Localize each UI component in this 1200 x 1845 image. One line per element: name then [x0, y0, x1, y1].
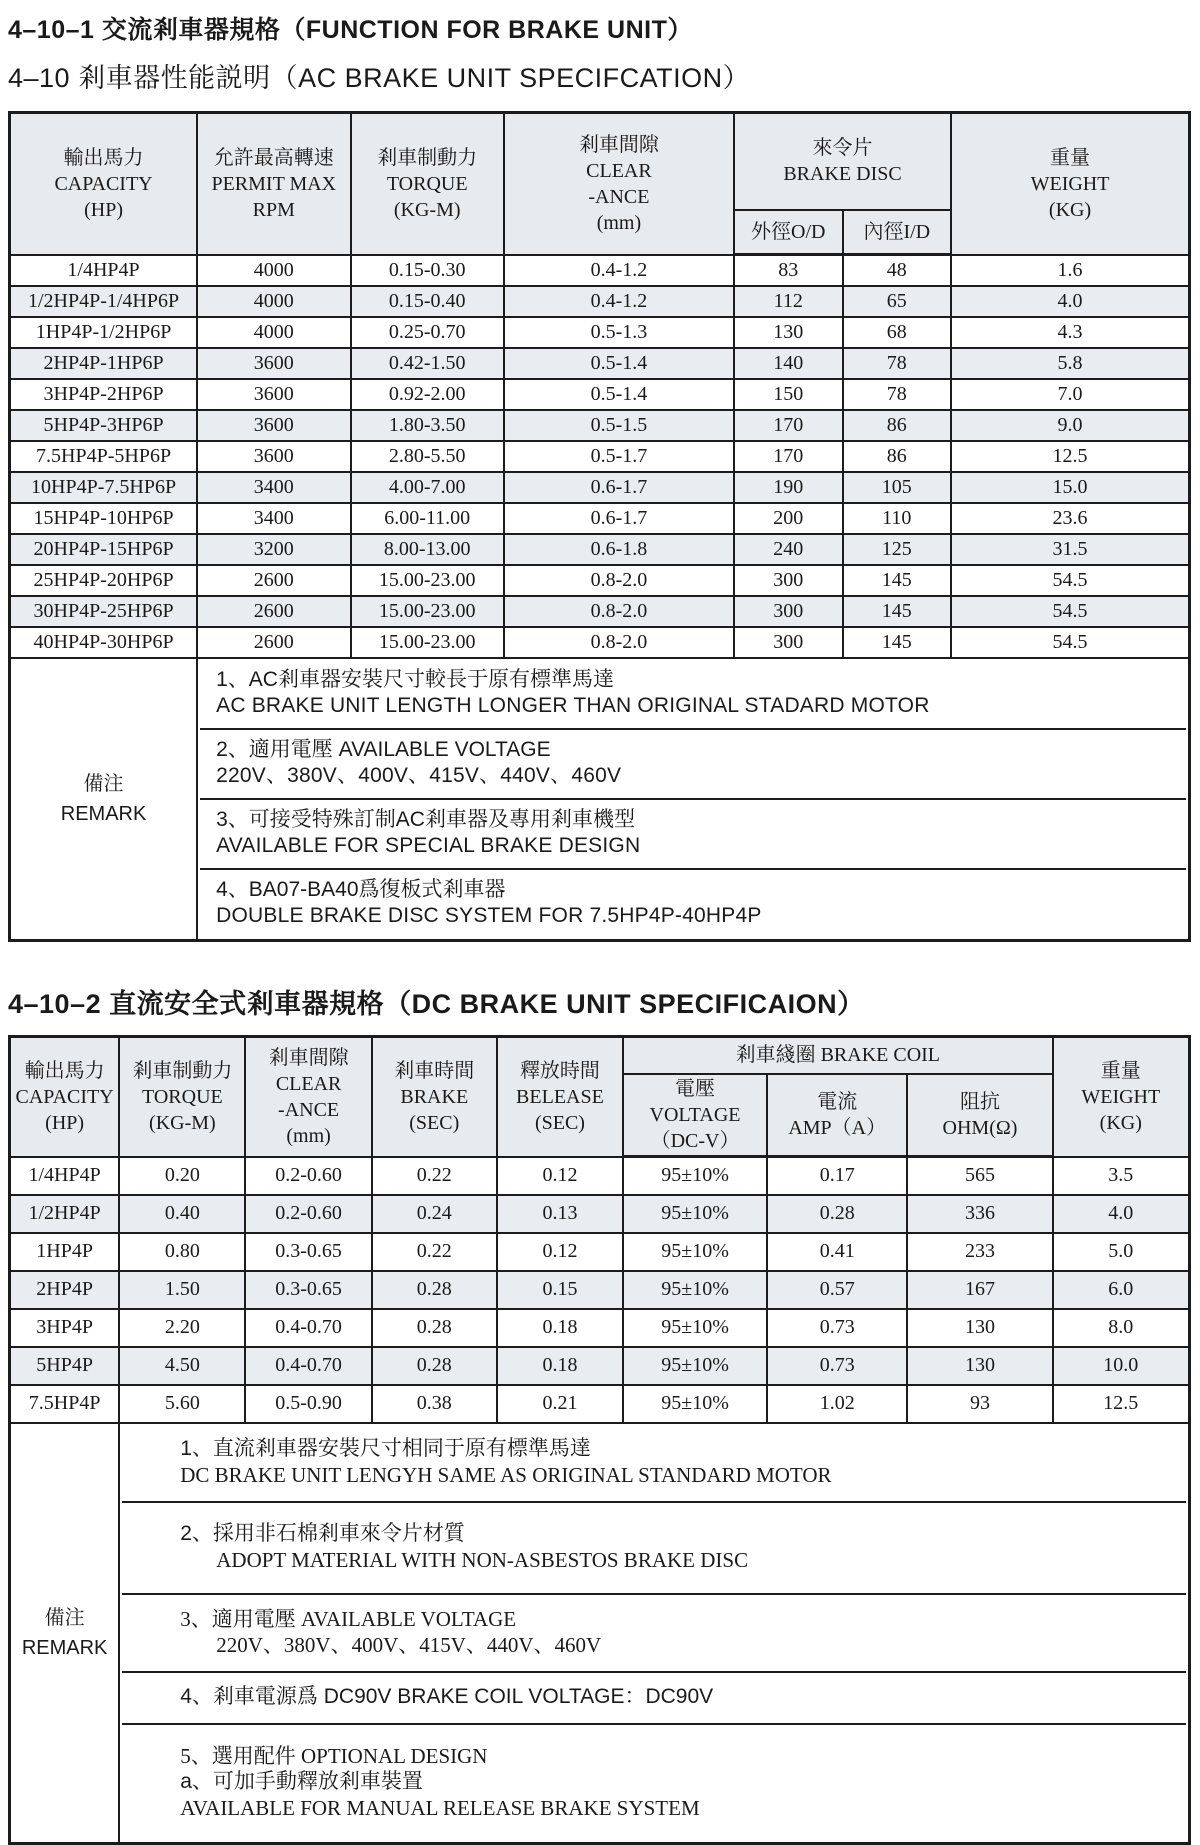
ac-header-torque: 剎車制動力 TORQUE (KG-M)	[351, 113, 504, 255]
table-cell: 15HP4P-10HP6P	[10, 503, 198, 534]
table-row	[10, 1157, 1190, 1195]
table-cell: 130	[907, 1347, 1052, 1385]
table-cell: 2.20	[119, 1309, 245, 1347]
table-cell: 1/4HP4P	[10, 1157, 120, 1195]
table-cell: 0.12	[497, 1233, 623, 1271]
table-cell: 95±10%	[623, 1233, 767, 1271]
table-cell: 4.3	[951, 317, 1189, 348]
table-row	[10, 1385, 1190, 1423]
ac-header-clearance: 剎車間隙 CLEAR -ANCE (mm)	[504, 113, 734, 255]
table-cell: 2HP4P	[10, 1271, 120, 1309]
table-cell: 145	[843, 596, 952, 627]
table-cell: 7.0	[951, 379, 1189, 410]
table-cell: 9.0	[951, 410, 1189, 441]
table-row	[10, 255, 1190, 286]
table-cell: 30HP4P-25HP6P	[10, 596, 198, 627]
table-cell: 5.0	[1053, 1233, 1190, 1271]
table-cell: 95±10%	[623, 1309, 767, 1347]
table-cell: 20HP4P-15HP6P	[10, 534, 198, 565]
remark-line: 220V、380V、400V、415V、440V、460V	[216, 1632, 602, 1657]
ac-header-brake-disc-group: 來令片 BRAKE DISC	[734, 113, 951, 210]
ac-remark-1	[200, 660, 1186, 730]
table-row	[10, 565, 1190, 596]
table-row	[10, 317, 1190, 348]
table-cell: 0.6-1.8	[504, 534, 734, 565]
dc-remark-4	[122, 1673, 1186, 1725]
table-cell: 125	[843, 534, 952, 565]
table-cell: 83	[734, 255, 843, 286]
table-row	[10, 348, 1190, 379]
table-cell: 0.38	[372, 1385, 497, 1423]
table-cell: 12.5	[951, 441, 1189, 472]
table-cell: 0.24	[372, 1195, 497, 1233]
table-cell: 2600	[197, 596, 350, 627]
table-cell: 95±10%	[623, 1195, 767, 1233]
ac-header-outer-diameter: 外徑O/D	[734, 210, 843, 255]
ac-remark-2	[200, 730, 1186, 800]
table-cell: 0.21	[497, 1385, 623, 1423]
ac-header-capacity: 輸出馬力 CAPACITY (HP)	[10, 113, 198, 255]
remark-line: 1、AC剎車器安裝尺寸較長于原有標準馬達	[216, 667, 614, 691]
table-cell: 300	[734, 596, 843, 627]
table-cell: 15.00-23.00	[351, 565, 504, 596]
table-cell: 0.28	[372, 1271, 497, 1309]
dc-remark-3	[122, 1595, 1186, 1673]
table-cell: 0.8-2.0	[504, 565, 734, 596]
table-cell: 15.00-23.00	[351, 596, 504, 627]
dc-brake-unit-table	[8, 1035, 1191, 1845]
table-cell: 6.00-11.00	[351, 503, 504, 534]
table-cell: 6.0	[1053, 1271, 1190, 1309]
table-cell: 0.4-1.2	[504, 286, 734, 317]
remark-line: 2、適用電壓 AVAILABLE VOLTAGE	[216, 737, 551, 761]
table-cell: 0.4-0.70	[245, 1347, 371, 1385]
table-cell: 65	[843, 286, 952, 317]
ac-remark-label: 備注 REMARK	[10, 658, 198, 941]
dc-header-capacity: 輸出馬力 CAPACITY (HP)	[10, 1036, 120, 1157]
table-cell: 15.0	[951, 472, 1189, 503]
table-cell: 0.15-0.40	[351, 286, 504, 317]
table-cell: 2600	[197, 565, 350, 596]
table-cell: 68	[843, 317, 952, 348]
dc-remark-1	[122, 1425, 1186, 1503]
table-cell: 300	[734, 565, 843, 596]
table-row	[10, 1233, 1190, 1271]
dc-header-torque: 剎車制動力 TORQUE (KG-M)	[119, 1036, 245, 1157]
dc-table-header	[10, 1036, 1190, 1157]
table-cell: 3.5	[1053, 1157, 1190, 1195]
ac-remark-4	[200, 870, 1186, 938]
table-cell: 5.60	[119, 1385, 245, 1423]
table-cell: 0.4-1.2	[504, 255, 734, 286]
table-cell: 10HP4P-7.5HP6P	[10, 472, 198, 503]
table-cell: 95±10%	[623, 1271, 767, 1309]
table-cell: 0.25-0.70	[351, 317, 504, 348]
dc-remark-body	[119, 1423, 1189, 1844]
table-cell: 112	[734, 286, 843, 317]
table-row	[10, 1347, 1190, 1385]
table-cell: 145	[843, 627, 952, 658]
table-cell: 86	[843, 441, 952, 472]
table-cell: 140	[734, 348, 843, 379]
remark-line: 4、剎車電源爲 DC90V BRAKE COIL VOLTAGE：DC90V	[180, 1684, 714, 1708]
table-cell: 0.15	[497, 1271, 623, 1309]
table-cell: 0.5-1.4	[504, 348, 734, 379]
table-cell: 4.50	[119, 1347, 245, 1385]
table-cell: 170	[734, 441, 843, 472]
table-cell: 200	[734, 503, 843, 534]
dc-remark-2	[122, 1503, 1186, 1595]
table-cell: 0.4-0.70	[245, 1309, 371, 1347]
table-row	[10, 503, 1190, 534]
dc-header-brake-time: 剎車時間 BRAKE (SEC)	[372, 1036, 497, 1157]
ac-table-header	[10, 113, 1190, 255]
table-cell: 0.57	[767, 1271, 907, 1309]
table-cell: 0.17	[767, 1157, 907, 1195]
table-cell: 300	[734, 627, 843, 658]
table-cell: 3HP4P-2HP6P	[10, 379, 198, 410]
table-cell: 1HP4P	[10, 1233, 120, 1271]
table-cell: 0.3-0.65	[245, 1271, 371, 1309]
table-cell: 0.5-1.5	[504, 410, 734, 441]
table-row	[10, 379, 1190, 410]
ac-header-rpm: 允許最高轉速 PERMIT MAX RPM	[197, 113, 350, 255]
table-cell: 0.3-0.65	[245, 1233, 371, 1271]
table-row	[10, 286, 1190, 317]
table-cell: 4.00-7.00	[351, 472, 504, 503]
remark-line: AVAILABLE FOR SPECIAL BRAKE DESIGN	[216, 833, 641, 857]
table-cell: 3400	[197, 472, 350, 503]
table-row	[10, 1271, 1190, 1309]
table-cell: 0.73	[767, 1309, 907, 1347]
table-cell: 1/2HP4P	[10, 1195, 120, 1233]
table-cell: 15.00-23.00	[351, 627, 504, 658]
table-cell: 95±10%	[623, 1385, 767, 1423]
table-cell: 0.5-1.3	[504, 317, 734, 348]
remark-line: 3、可接受特殊訂制AC剎車器及專用剎車機型	[216, 807, 635, 831]
table-row	[10, 410, 1190, 441]
table-cell: 4000	[197, 317, 350, 348]
table-cell: 3400	[197, 503, 350, 534]
table-cell: 10.0	[1053, 1347, 1190, 1385]
table-cell: 3HP4P	[10, 1309, 120, 1347]
table-cell: 130	[734, 317, 843, 348]
table-cell: 12.5	[1053, 1385, 1190, 1423]
table-row	[10, 596, 1190, 627]
ac-table-body	[10, 255, 1190, 658]
table-cell: 565	[907, 1157, 1052, 1195]
dc-header-release-time: 釋放時間 BELEASE (SEC)	[497, 1036, 623, 1157]
table-cell: 48	[843, 255, 952, 286]
table-cell: 0.18	[497, 1347, 623, 1385]
table-cell: 0.92-2.00	[351, 379, 504, 410]
table-cell: 78	[843, 379, 952, 410]
table-cell: 3200	[197, 534, 350, 565]
ac-header-weight: 重量 WEIGHT (KG)	[951, 113, 1189, 255]
table-cell: 0.28	[372, 1347, 497, 1385]
remark-line: AC BRAKE UNIT LENGTH LONGER THAN ORIGINAL STADARD MOTOR	[216, 693, 930, 717]
table-cell: 0.5-1.7	[504, 441, 734, 472]
table-cell: 0.2-0.60	[245, 1195, 371, 1233]
section-title-ac-specification: 4–10 剎車器性能説明（AC BRAKE UNIT SPECIFCATION）	[8, 63, 751, 93]
remark-line: DC BRAKE UNIT LENGYH SAME AS ORIGINAL STANDARD MOTOR	[180, 1462, 832, 1487]
dc-header-amp: 電流 AMP（A）	[767, 1074, 907, 1157]
remark-line: 3、適用電壓 AVAILABLE VOLTAGE	[180, 1606, 517, 1631]
section-title-ac-function: 4–10–1 交流剎車器規格（FUNCTION FOR BRAKE UNIT）	[8, 16, 693, 44]
table-row	[10, 534, 1190, 565]
table-cell: 0.6-1.7	[504, 472, 734, 503]
table-cell: 31.5	[951, 534, 1189, 565]
dc-table-body	[10, 1157, 1190, 1423]
table-cell: 78	[843, 348, 952, 379]
table-cell: 23.6	[951, 503, 1189, 534]
table-cell: 0.18	[497, 1309, 623, 1347]
table-cell: 233	[907, 1233, 1052, 1271]
dc-header-brake-coil-group: 剎車綫圈 BRAKE COIL	[623, 1036, 1052, 1074]
ac-remark-3	[200, 800, 1186, 870]
table-row	[10, 627, 1190, 658]
table-cell: 0.20	[119, 1157, 245, 1195]
table-cell: 1/4HP4P	[10, 255, 198, 286]
remark-line: AVAILABLE FOR MANUAL RELEASE BRAKE SYSTEM	[180, 1795, 700, 1820]
table-cell: 7.5HP4P-5HP6P	[10, 441, 198, 472]
table-cell: 0.40	[119, 1195, 245, 1233]
table-cell: 0.28	[767, 1195, 907, 1233]
table-cell: 0.2-0.60	[245, 1157, 371, 1195]
table-cell: 1HP4P-1/2HP6P	[10, 317, 198, 348]
table-cell: 1.50	[119, 1271, 245, 1309]
remark-line: 5、選用配件 OPTIONAL DESIGN	[180, 1743, 488, 1768]
table-cell: 95±10%	[623, 1157, 767, 1195]
table-cell: 1.02	[767, 1385, 907, 1423]
table-cell: 54.5	[951, 596, 1189, 627]
table-cell: 8.00-13.00	[351, 534, 504, 565]
remark-line: 4、BA07-BA40爲復板式剎車器	[216, 877, 506, 901]
remark-line: 220V、380V、400V、415V、440V、460V	[216, 763, 622, 787]
table-cell: 7.5HP4P	[10, 1385, 120, 1423]
table-cell: 0.42-1.50	[351, 348, 504, 379]
table-cell: 2.80-5.50	[351, 441, 504, 472]
table-cell: 1.80-3.50	[351, 410, 504, 441]
table-cell: 5HP4P-3HP6P	[10, 410, 198, 441]
table-cell: 0.6-1.7	[504, 503, 734, 534]
dc-remark-label: 備注 REMARK	[10, 1423, 120, 1844]
table-cell: 190	[734, 472, 843, 503]
dc-header-weight: 重量 WEIGHT (KG)	[1053, 1036, 1190, 1157]
table-cell: 2HP4P-1HP6P	[10, 348, 198, 379]
remark-line: DOUBLE BRAKE DISC SYSTEM FOR 7.5HP4P-40HP4P	[216, 903, 762, 927]
table-cell: 0.28	[372, 1309, 497, 1347]
table-cell: 105	[843, 472, 952, 503]
table-cell: 0.73	[767, 1347, 907, 1385]
table-cell: 0.22	[372, 1157, 497, 1195]
table-row	[10, 441, 1190, 472]
table-row	[10, 1309, 1190, 1347]
table-cell: 86	[843, 410, 952, 441]
table-cell: 240	[734, 534, 843, 565]
table-cell: 54.5	[951, 627, 1189, 658]
table-cell: 0.15-0.30	[351, 255, 504, 286]
ac-brake-unit-table	[8, 111, 1191, 942]
remark-line: 1、直流剎車器安裝尺寸相同于原有標準馬達	[180, 1436, 591, 1460]
table-cell: 0.80	[119, 1233, 245, 1271]
table-cell: 170	[734, 410, 843, 441]
ac-remark-body	[197, 658, 1189, 941]
table-cell: 3600	[197, 441, 350, 472]
remark-line: 2、採用非石棉剎車來令片材質	[180, 1521, 465, 1545]
dc-header-voltage: 電壓 VOLTAGE （DC-V）	[623, 1074, 767, 1157]
table-cell: 8.0	[1053, 1309, 1190, 1347]
table-cell: 2600	[197, 627, 350, 658]
table-cell: 4.0	[951, 286, 1189, 317]
table-cell: 336	[907, 1195, 1052, 1233]
table-cell: 1/2HP4P-1/4HP6P	[10, 286, 198, 317]
table-cell: 167	[907, 1271, 1052, 1309]
table-cell: 25HP4P-20HP6P	[10, 565, 198, 596]
table-cell: 0.5-1.4	[504, 379, 734, 410]
table-row	[10, 472, 1190, 503]
table-cell: 1.6	[951, 255, 1189, 286]
table-cell: 110	[843, 503, 952, 534]
remark-line: a、可加手動釋放剎車裝置	[180, 1769, 423, 1793]
ac-header-inner-diameter: 內徑I/D	[843, 210, 952, 255]
dc-header-ohm: 阻抗 OHM(Ω)	[907, 1074, 1052, 1157]
table-cell: 150	[734, 379, 843, 410]
table-cell: 4.0	[1053, 1195, 1190, 1233]
table-cell: 54.5	[951, 565, 1189, 596]
table-cell: 0.41	[767, 1233, 907, 1271]
table-cell: 5.8	[951, 348, 1189, 379]
section-title-dc-specification: 4–10–2 直流安全式剎車器規格（DC BRAKE UNIT SPECIFICAION）	[8, 988, 865, 1019]
table-cell: 3600	[197, 348, 350, 379]
table-cell: 0.12	[497, 1157, 623, 1195]
dc-header-clearance: 剎車間隙 CLEAR -ANCE (mm)	[245, 1036, 371, 1157]
dc-remark-5	[122, 1725, 1186, 1841]
table-cell: 93	[907, 1385, 1052, 1423]
table-cell: 4000	[197, 286, 350, 317]
table-cell: 5HP4P	[10, 1347, 120, 1385]
remark-line: ADOPT MATERIAL WITH NON-ASBESTOS BRAKE DISC	[216, 1547, 749, 1572]
table-cell: 3600	[197, 379, 350, 410]
table-cell: 0.8-2.0	[504, 627, 734, 658]
table-row	[10, 1195, 1190, 1233]
table-cell: 0.5-0.90	[245, 1385, 371, 1423]
table-cell: 3600	[197, 410, 350, 441]
table-cell: 0.13	[497, 1195, 623, 1233]
table-cell: 145	[843, 565, 952, 596]
table-cell: 130	[907, 1309, 1052, 1347]
table-cell: 0.8-2.0	[504, 596, 734, 627]
table-cell: 40HP4P-30HP6P	[10, 627, 198, 658]
table-cell: 4000	[197, 255, 350, 286]
table-cell: 0.22	[372, 1233, 497, 1271]
table-cell: 95±10%	[623, 1347, 767, 1385]
